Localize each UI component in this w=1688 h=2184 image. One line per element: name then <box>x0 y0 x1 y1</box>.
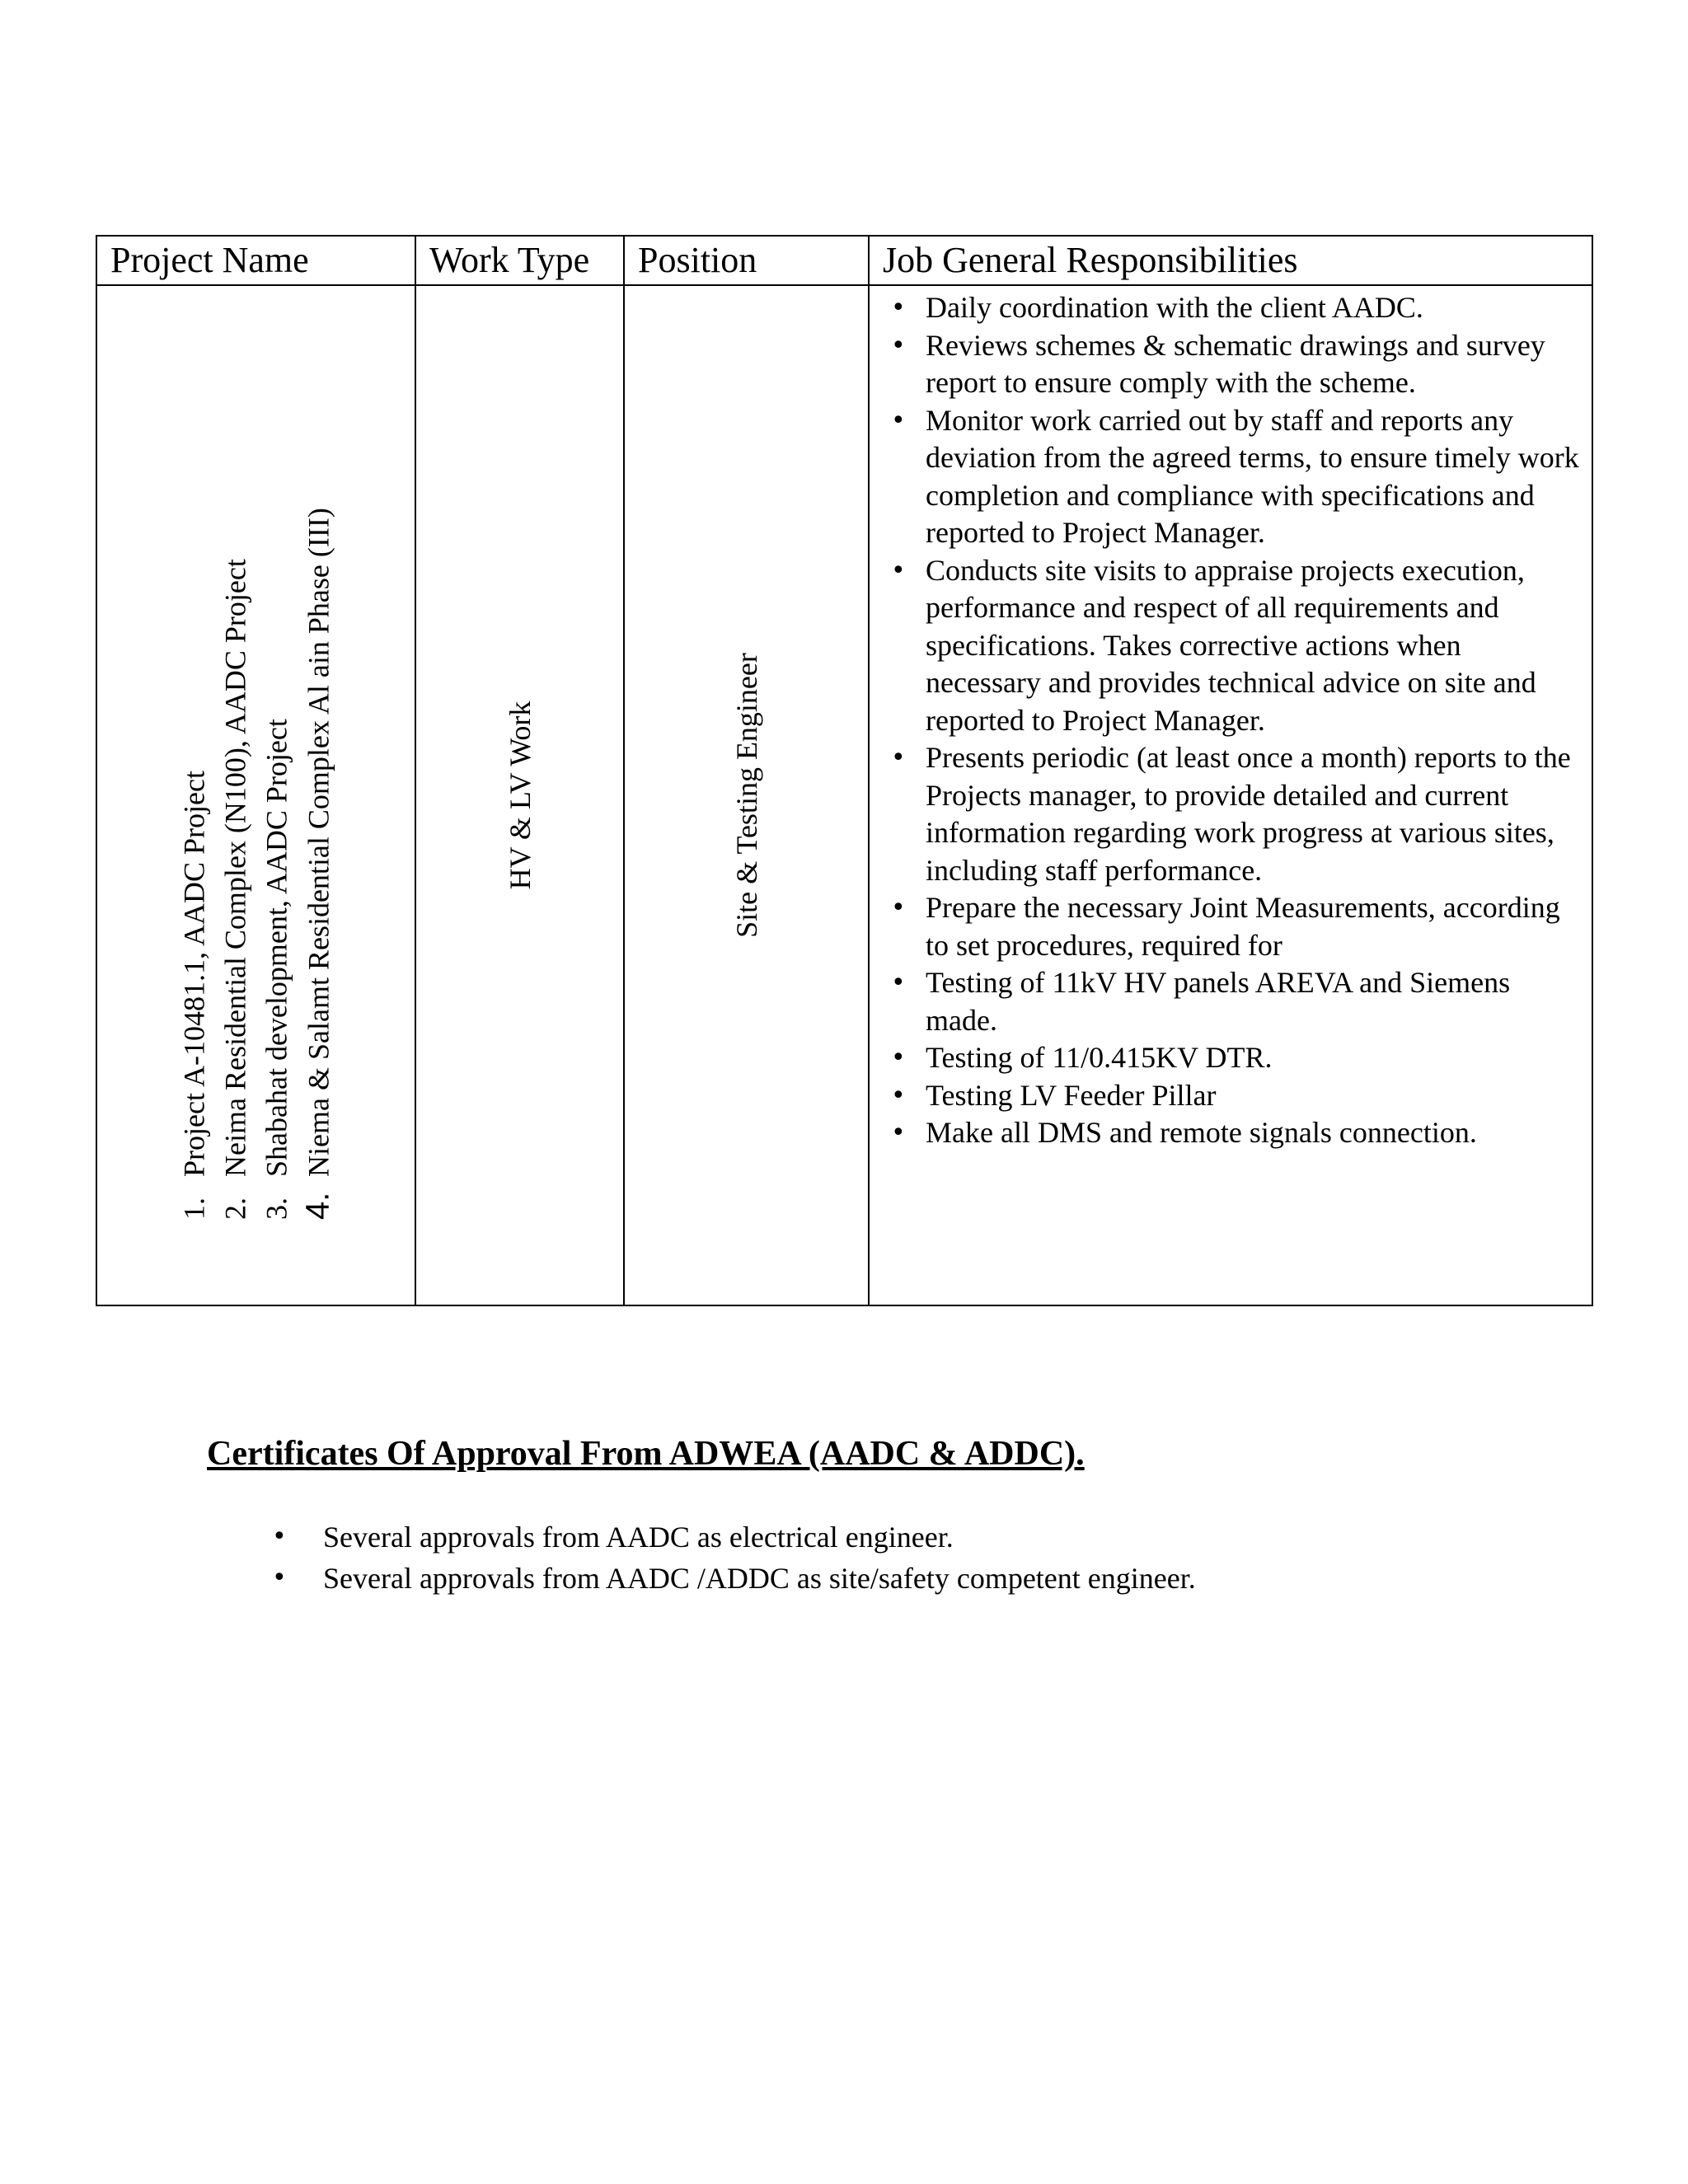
project-name-cell <box>96 285 415 1305</box>
project-name: Niema & Salamt Residential Complex Al ain Phase (III) <box>302 508 335 1177</box>
responsibility-item: • Prepare the necessary Joint Measurements, according to set procedures, required for <box>888 889 1582 964</box>
responsibilities-cell <box>869 285 1592 1305</box>
header-responsibilities: Job General Responsibilities <box>869 236 1592 285</box>
certificates-list <box>272 1516 1196 1599</box>
header-position: Position <box>624 236 869 285</box>
project-item: 1.Project A-10481.1, AADC Project <box>177 771 210 1220</box>
project-item: 4.Niema & Salamt Residential Complex Al ain Phase (III) <box>299 508 335 1220</box>
project-name: Neima Residential Complex (N100), AADC Project <box>218 559 251 1177</box>
position-cell <box>624 285 869 1305</box>
project-item: 2.Neima Residential Complex (N100), AADC Project <box>218 559 251 1220</box>
project-name: Project A-10481.1, AADC Project <box>177 771 210 1177</box>
responsibility-item: • Presents periodic (at least once a month) reports to the Projects manager, to provide detailed and current information regarding work progress at various sites, including staff performance. <box>888 739 1582 889</box>
header-project-name: Project Name <box>96 236 415 285</box>
certificates-heading: Certificates Of Approval From ADWEA (AADC & ADDC). <box>207 1435 1085 1473</box>
responsibility-item: • Testing LV Feeder Pillar <box>888 1077 1582 1115</box>
responsibility-item: • Testing of 11/0.415KV DTR. <box>888 1039 1582 1077</box>
responsibility-item: • Daily coordination with the client AADC. <box>888 289 1582 327</box>
certificate-item: • Several approvals from AADC /ADDC as site/safety competent engineer. <box>272 1558 1196 1599</box>
responsibility-item: • Conducts site visits to appraise projects execution, performance and respect of all requirements and specifications. Takes corrective actions when necessary and provides technical advice on site and reported to Project Manager. <box>888 552 1582 740</box>
project-list <box>173 371 339 1220</box>
certificate-item: • Several approvals from AADC as electrical engineer. <box>272 1516 1196 1558</box>
responsibility-item: • Monitor work carried out by staff and reports any deviation from the agreed terms, to ensure timely work completion and compliance with specifications and reported to Project Manager. <box>888 402 1582 552</box>
table-row <box>96 285 1592 1305</box>
responsibility-item: • Make all DMS and remote signals connection. <box>888 1114 1582 1152</box>
header-work-type: Work Type <box>415 236 624 285</box>
position-text: Site & Testing Engineer <box>729 653 763 938</box>
table-header-row <box>96 236 1592 285</box>
work-type-text: HV & LV Work <box>503 701 537 890</box>
responsibility-item: • Testing of 11kV HV panels AREVA and Siemens made. <box>888 964 1582 1039</box>
responsibility-item: • Reviews schemes & schematic drawings and survey report to ensure comply with the scheme. <box>888 327 1582 402</box>
work-type-cell <box>415 285 624 1305</box>
job-history-table <box>96 235 1593 1306</box>
responsibilities-list <box>870 286 1592 1152</box>
project-item: 3.Shabahat development, AADC Project <box>260 719 293 1220</box>
project-name: Shabahat development, AADC Project <box>260 719 293 1177</box>
